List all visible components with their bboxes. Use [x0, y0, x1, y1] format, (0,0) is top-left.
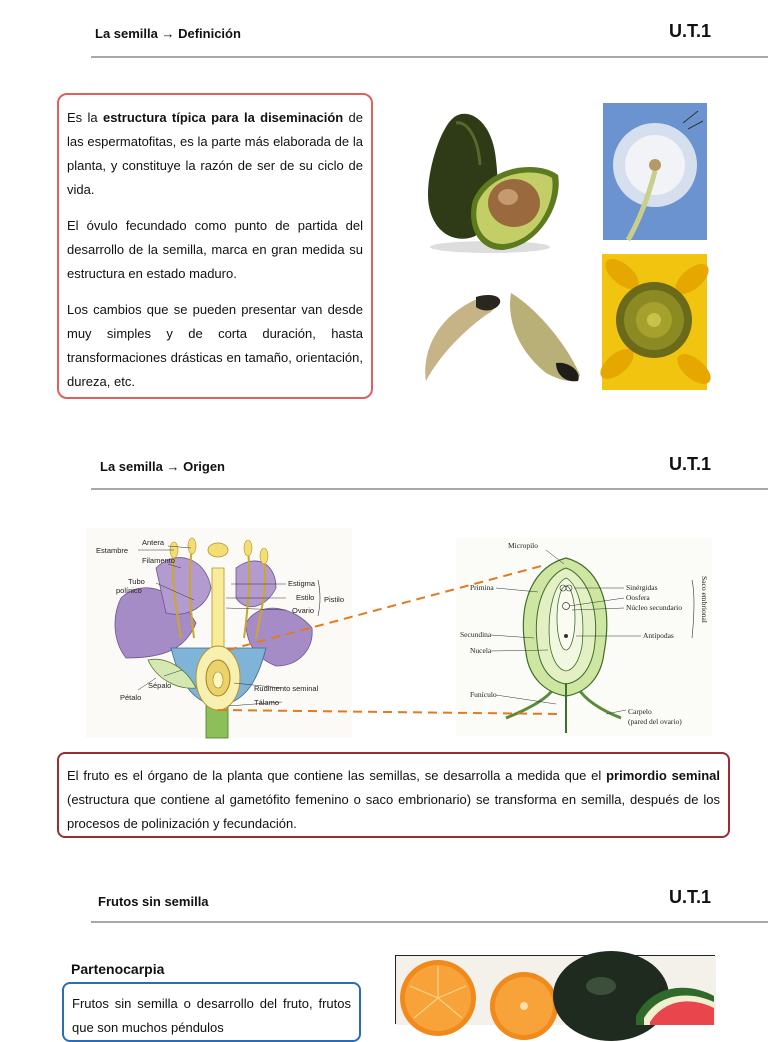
- unit-label: U.T.1: [668, 887, 711, 907]
- origin-paragraph: El fruto es el órgano de la planta que contiene las semillas, se desarrolla a medida que el primordio seminal (estructura que contiene al gametófito femenino o saco embrionario) se transforma en semilla, después de los procesos de polinización y fecundación.: [67, 768, 720, 831]
- partenocarpia-textbox: [62, 982, 361, 1042]
- flower-label-talamo: Tálamo: [254, 698, 280, 707]
- ovule-label-primina: Primina: [470, 583, 494, 592]
- flower-label-polinico: polínico: [116, 586, 142, 595]
- definition-paragraph-1: Es la estructura típica para la diseminación de las espermatofitas, es la parte más elaborada de la planta, y constituye la razón de ser de su ciclo de vida.: [67, 110, 364, 197]
- ovule-label-oosfera: Oosfera: [626, 593, 650, 602]
- definition-bold-term: estructura típica para la diseminación: [102, 110, 344, 125]
- flower-label-filamento: Filamento: [142, 556, 175, 565]
- ovule-label-saco: Saco embrional: [700, 576, 709, 623]
- flower-label-rudimento: Rudimento seminal: [254, 684, 319, 693]
- definition-paragraph-2: El óvulo fecundado como punto de partida del desarrollo de la semilla, marca en gran medida su estructura en estado maduro.: [67, 218, 363, 281]
- section-title: La semilla → Definición: [95, 26, 241, 41]
- ovule-label-nucela: Nucela: [470, 646, 492, 655]
- flower-label-petalo: Pétalo: [120, 693, 142, 702]
- unit-label: U.T.1: [668, 454, 711, 474]
- flower-label-sepalo: Sépalo: [148, 681, 172, 690]
- flower-label-antera: Antera: [142, 538, 165, 547]
- origin-textbox: [57, 752, 730, 838]
- flower-label-estigma: Estigma: [288, 579, 316, 588]
- partenocarpia-heading: Partenocarpia: [71, 961, 165, 977]
- flower-label-estambre: Estambre: [96, 546, 129, 555]
- section-title: La semilla → Origen: [100, 459, 225, 474]
- ovule-label-carpelo: Carpelo: [628, 707, 652, 716]
- ovule-label-sinergidas: Sinérgidas: [626, 583, 658, 592]
- ovule-label-micropilo: Micropilo: [508, 541, 538, 550]
- ovule-label-antipodas: Antípodas: [643, 631, 674, 640]
- origin-bold-term: primordio seminal: [606, 768, 720, 783]
- ovule-label-pared: (pared del ovario): [628, 717, 682, 726]
- unit-label: U.T.1: [668, 21, 711, 41]
- connector-bottom-line: [218, 710, 558, 714]
- section-title: Frutos sin semilla: [98, 894, 209, 909]
- flower-label-estilo: Estilo: [296, 593, 315, 602]
- flower-label-ovario: Ovario: [292, 606, 315, 615]
- ovule-label-secundina: Secundina: [460, 630, 492, 639]
- partenocarpia-paragraph: Frutos sin semilla o desarrollo del fruto, frutos que son muchos péndulos: [72, 996, 351, 1035]
- seedless-fruits-image: [395, 955, 715, 1024]
- section-divider: [91, 921, 768, 923]
- ovule-label-funiculo: Funículo: [470, 690, 497, 699]
- flower-label-pistilo: Pistilo: [324, 595, 345, 604]
- connector-top-line: [228, 565, 545, 650]
- ovule-label-nucleo: Núcleo secundario: [626, 603, 683, 612]
- flower-label-tubo: Tubo: [128, 577, 145, 586]
- definition-paragraph-3: Los cambios que se pueden presentar van desde muy simples y de corta duración, hasta transformaciones drásticas en tamaño, orientación, dureza, etc.: [67, 302, 363, 389]
